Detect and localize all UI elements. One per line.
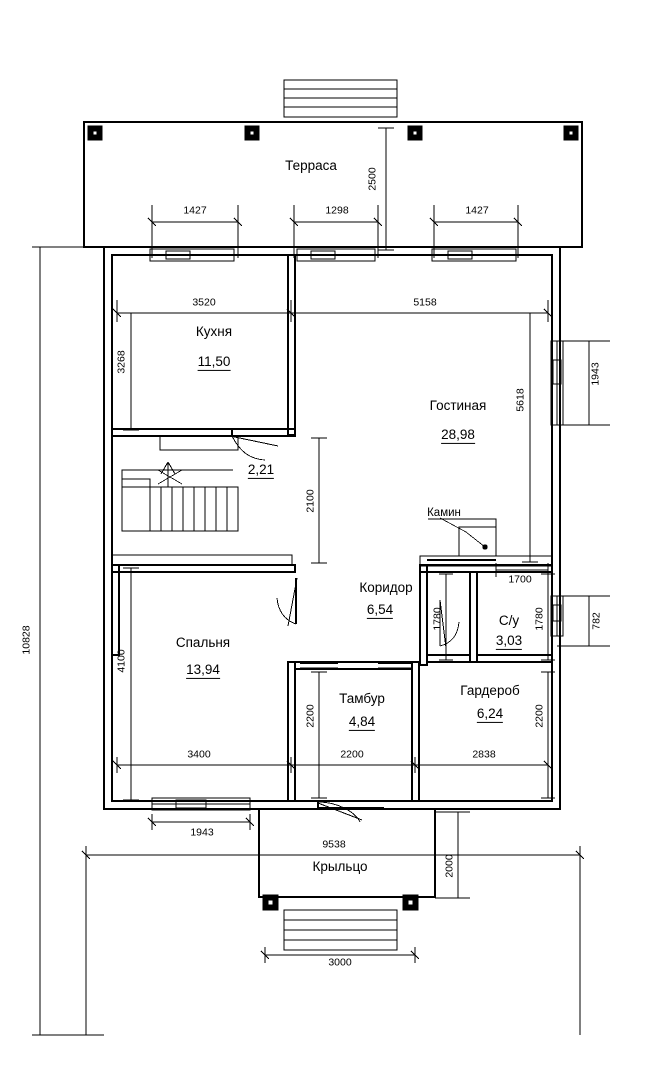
room-area-tambur: 4,84	[348, 713, 376, 729]
dim-1943-bottom: 1943	[190, 826, 214, 839]
dim-2838: 2838	[472, 748, 496, 761]
window-kitchen-center	[297, 249, 375, 261]
dim-4100: 4100	[115, 649, 128, 673]
porch-column-centers	[268, 900, 413, 905]
window-living-top	[432, 249, 516, 261]
dim-1427-left: 1427	[183, 204, 207, 217]
room-area-wc: 3,03	[495, 632, 523, 648]
dim-3000: 3000	[328, 956, 352, 969]
room-label-corridor: Коридор	[359, 579, 413, 595]
dim-3268: 3268	[115, 350, 128, 374]
room-area-kitchen: 11,50	[197, 353, 231, 369]
stair-area-label: 2,21	[247, 461, 275, 477]
dim-1427-right: 1427	[465, 204, 489, 217]
terrace-outline	[84, 122, 582, 247]
room-label-terrace: Терраса	[285, 157, 337, 173]
dim-10828: 10828	[20, 625, 33, 655]
terrace-column-centers	[93, 131, 573, 135]
fireplace-leader	[440, 518, 485, 547]
dim-1943-right: 1943	[589, 362, 602, 386]
room-label-wardrobe: Гардероб	[460, 682, 520, 698]
room-label-tambur: Тамбур	[339, 690, 385, 706]
porch-outline	[259, 809, 435, 897]
dim-1298: 1298	[325, 204, 349, 217]
dim-2100: 2100	[304, 489, 317, 513]
dim-2200-left: 2200	[304, 704, 317, 728]
terrace-columns	[88, 126, 578, 140]
staircase	[112, 436, 292, 565]
door-entrance	[318, 802, 384, 822]
room-label-bedroom: Спальня	[175, 634, 231, 650]
dim-2500: 2500	[366, 167, 379, 191]
terrace-steps	[284, 80, 397, 117]
dim-3400: 3400	[187, 748, 211, 761]
dim-2200-tambur: 2200	[340, 748, 364, 761]
dim-1700: 1700	[508, 573, 532, 586]
door-bedroom	[277, 578, 297, 626]
window-kitchen-left	[150, 249, 234, 261]
room-area-corridor: 6,54	[366, 601, 394, 617]
fireplace	[427, 519, 496, 560]
dim-1780-right: 1780	[533, 607, 546, 631]
dim-9538: 9538	[322, 838, 346, 851]
dim-3520: 3520	[192, 296, 216, 309]
dim-782: 782	[590, 612, 603, 630]
room-label-living: Гостиная	[429, 397, 487, 413]
dim-5618: 5618	[514, 388, 527, 412]
porch-steps	[284, 910, 397, 950]
room-area-bedroom: 13,94	[186, 661, 220, 677]
room-label-porch: Крыльцо	[312, 858, 368, 874]
fireplace-label: Камин	[427, 506, 461, 519]
room-label-wc: С/у	[498, 612, 520, 628]
dim-2000: 2000	[443, 854, 456, 878]
dim-2200-right: 2200	[533, 704, 546, 728]
door-tambur-corridor	[300, 663, 338, 668]
door-stair-kitchen	[230, 436, 278, 460]
dim-5158: 5158	[413, 296, 437, 309]
dim-1780-left: 1780	[431, 607, 444, 631]
room-area-wardrobe: 6,24	[476, 705, 504, 721]
door-corridor-right	[378, 663, 413, 668]
room-area-living: 28,98	[441, 426, 475, 442]
room-label-kitchen: Кухня	[195, 323, 233, 339]
